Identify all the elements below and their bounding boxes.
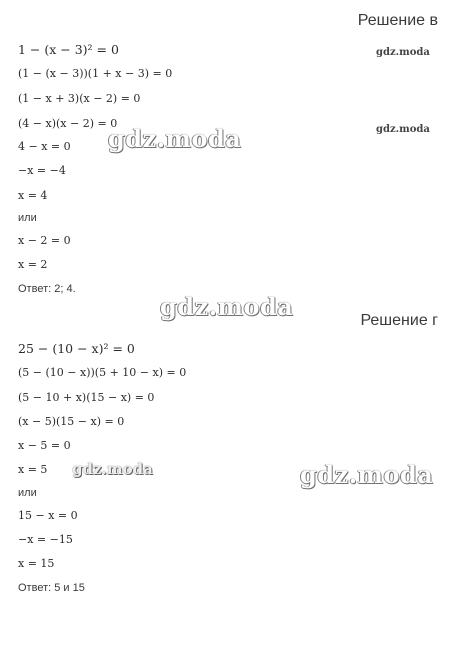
equation-line: (1 − x + 3)(x − 2) = 0 — [18, 92, 141, 105]
equation-line: 4 − x = 0 — [18, 140, 71, 153]
equation-line: −x = −4 — [18, 164, 66, 177]
or-label: или — [18, 487, 37, 499]
equation-line: x = 5 — [18, 463, 48, 476]
equation-line: x = 15 — [18, 557, 55, 570]
equation-line: (1 − (x − 3))(1 + x − 3) = 0 — [18, 67, 173, 80]
equation-line: (x − 5)(15 − x) = 0 — [18, 415, 125, 428]
equation-line: (5 − 10 + x)(15 − x) = 0 — [18, 391, 155, 404]
watermark: gdz.moda — [160, 292, 294, 321]
watermark: gdz.moda — [108, 124, 242, 153]
watermark: gdz.moda — [300, 460, 434, 489]
watermark: gdz.moda — [376, 124, 430, 135]
answer-line: Ответ: 2; 4. — [18, 283, 76, 295]
equation-line: x − 5 = 0 — [18, 439, 71, 452]
watermark: gdz.moda — [376, 47, 430, 58]
equation-line: 25 − (10 − x)² = 0 — [18, 341, 135, 356]
equation-line: −x = −15 — [18, 533, 73, 546]
or-label: или — [18, 212, 37, 224]
watermark: gdz.moda — [72, 460, 153, 478]
section-heading-v: Решение в — [357, 12, 438, 29]
equation-line: 1 − (x − 3)² = 0 — [18, 42, 119, 57]
equation-line: 15 − x = 0 — [18, 509, 78, 522]
equation-line: (4 − x)(x − 2) = 0 — [18, 117, 118, 130]
equation-line: x = 4 — [18, 189, 48, 202]
equation-line: x = 2 — [18, 258, 48, 271]
equation-line: (5 − (10 − x))(5 + 10 − x) = 0 — [18, 366, 187, 379]
answer-line: Ответ: 5 и 15 — [18, 582, 85, 594]
equation-line: x − 2 = 0 — [18, 234, 71, 247]
section-heading-g: Решение г — [360, 312, 438, 329]
